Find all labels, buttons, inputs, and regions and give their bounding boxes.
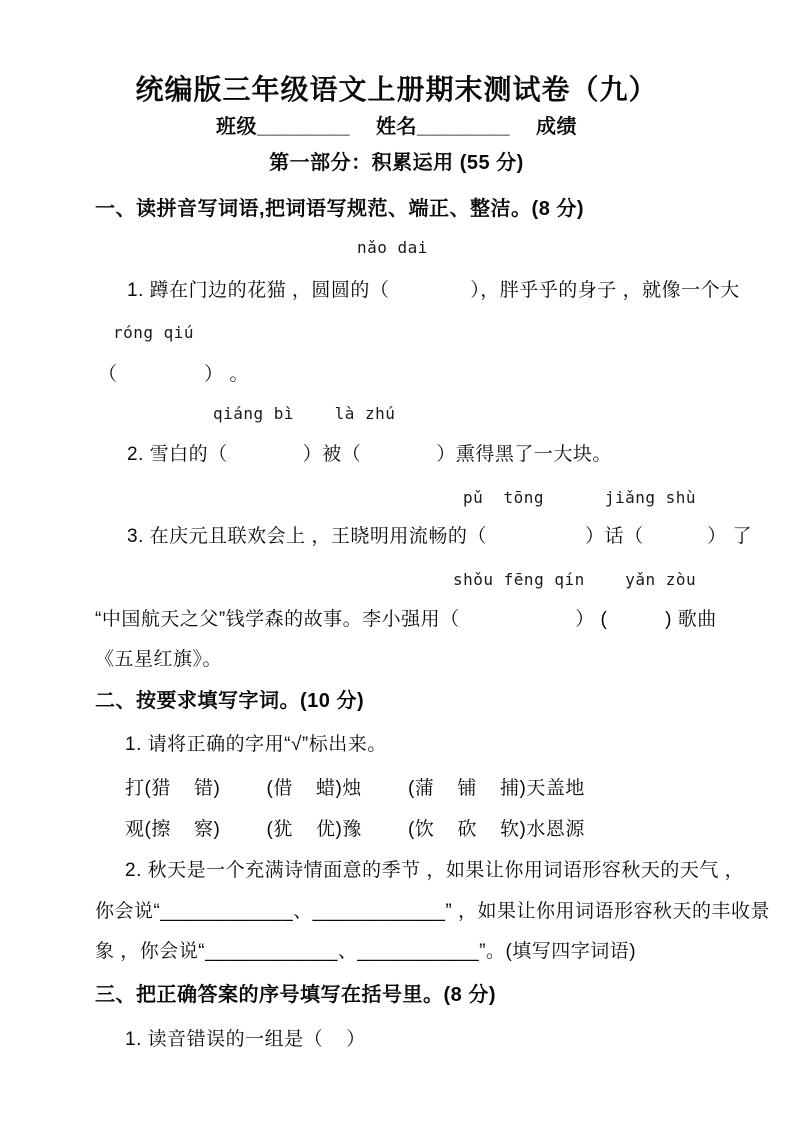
section-two-q1-prompt: 1. 请将正确的字用“√”标出来。 [125,734,387,755]
pinyin-rong-qiu: róng qiú [113,323,195,342]
question-2: 2. 雪白的（ ）被（ ）熏得黑了一大块。 [127,444,612,465]
section-three-q1: 1. 读音错误的一组是（ ） [125,1029,366,1050]
header-fields [0,113,793,141]
section-three-heading: 三、把正确答案的序号填写在括号里。(8 分) [95,984,496,1006]
page-title: 统编版三年级语文上册期末测试卷（九） [135,74,658,105]
part-one-heading: 第一部分：积累运用 (55 分) [269,152,524,174]
question-3-line-2: “中国航天之父”钱学森的故事。李小强用（ ） ( ) 歌曲 [95,609,717,630]
pinyin-qiang-bi-la-zhu: qiáng bì là zhú [213,404,396,423]
question-3-line-1: 3. 在庆元且联欢会上 ，王晓明用流畅的（ ）话（ ） 了 [127,526,752,547]
name-blank: ________ [417,116,510,138]
pinyin-nao-dai: nǎo dai [357,238,428,257]
class-blank: ________ [257,116,350,138]
choice-row-2: 观(擦 察) (犹 优)豫 (饮 砍 软)水恩源 [125,819,585,840]
section-two-q2-line-3: 象 ，你会说“____________、___________”。(填写四字词语) [95,941,637,962]
question-3-line-3: 《五星红旗》。 [95,649,223,670]
section-two-q2-line-1: 2. 秋天是一个充满诗情面意的季节 ，如果让你用词语形容秋天的天气 ， [125,860,745,881]
choice-row-1: 打(猎 错) (借 蜡)烛 (蒲 铺 捕)天盖地 [125,778,585,799]
pinyin-pu-tong-jiang-shu: pǔ tōng jiǎng shù [463,488,697,507]
section-two-q2-line-2: 你会说“____________、____________” ，如果让你用词语形容秋天的丰收景 [95,901,771,922]
class-label: 班级 [216,116,258,138]
question-1-line-1: 1. 蹲在门边的花猫 ，圆圆的（ ），胖乎乎的身子 ，就像一个大 [127,280,740,301]
section-two-heading: 二、按要求填写字词。(10 分) [95,690,365,712]
section-one-heading: 一、读拼音写词语,把词语写规范、端正、整洁。(8 分) [95,198,585,220]
name-label: 姓名 [376,116,417,138]
question-1-line-2: （ ） 。 [98,364,249,385]
pinyin-shou-feng-qin-yan-zou: shǒu fēng qín yǎn zòu [453,570,697,589]
score-label: 成绩 [535,116,577,138]
